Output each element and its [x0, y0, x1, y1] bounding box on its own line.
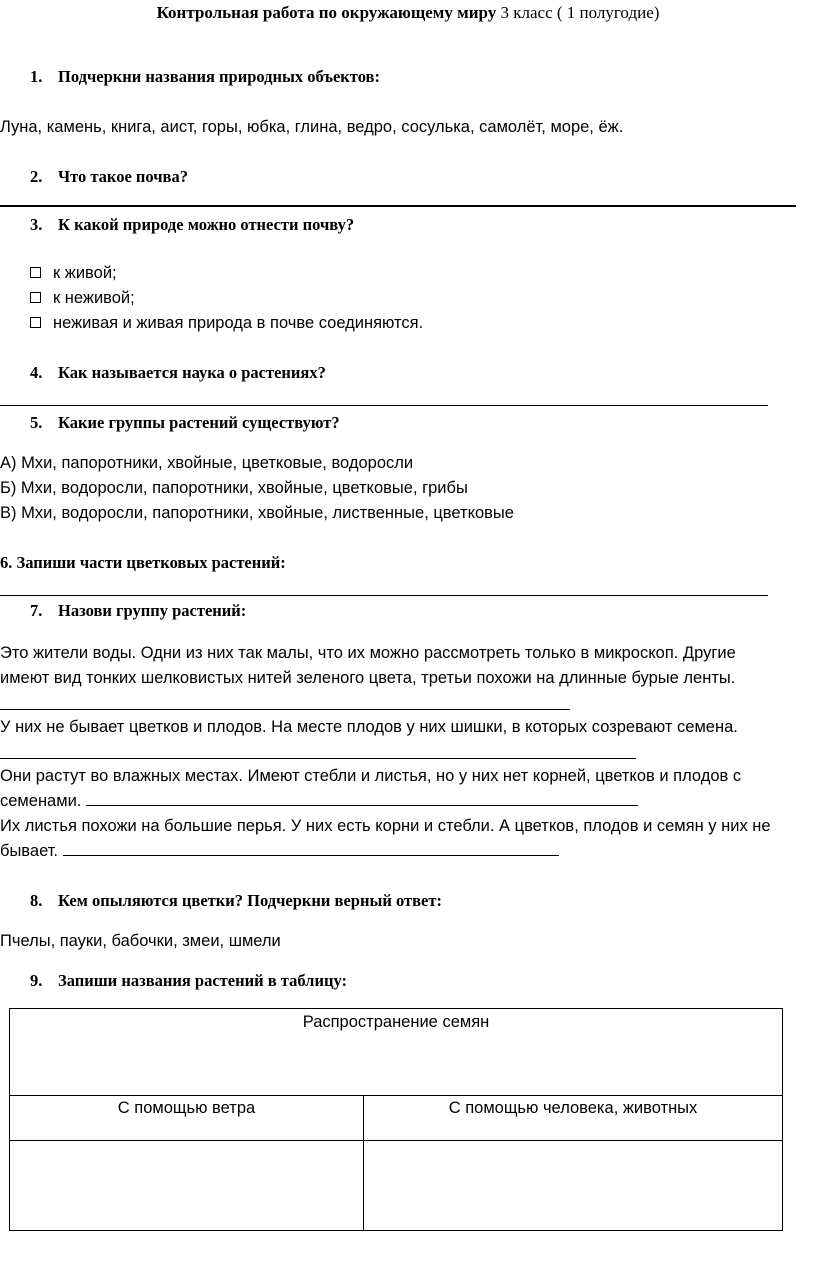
question-7: 7. Назови группу растений:	[30, 601, 247, 620]
q7-answer-line-4[interactable]	[63, 841, 559, 856]
q7-para-3-line-1: Они растут во влажных местах. Имеют стебли и листья, но у них нет корней, цветков и плодов с	[0, 767, 742, 785]
question-5: 5. Какие группы растений существуют?	[30, 413, 340, 432]
q5-option-a: А) Мхи, папоротники, хвойные, цветковые, водоросли	[0, 454, 414, 472]
q7-para-1-line-2: имеют вид тонких шелковистых нитей зеленого цвета, третьи похожи на длинные бурые ленты.	[0, 669, 736, 687]
question-2: 2. Что такое почва?	[30, 167, 188, 186]
table-header-cell: Распространение семян	[10, 1009, 783, 1096]
q7-para-3-line-2: семенами.	[0, 790, 638, 812]
q5-option-c: В) Мхи, водоросли, папоротники, хвойные, лиственные, цветковые	[0, 504, 514, 522]
q7-para-1-line-1: Это жители воды. Одни из них так малы, что их можно рассмотреть только в микроскоп. Другие	[0, 644, 736, 662]
checkbox-icon[interactable]	[30, 317, 41, 328]
q7-para-2-line-1: У них не бывает цветков и плодов. На месте плодов у них шишки, в которых созревают семена.	[0, 718, 738, 736]
q7-answer-line-1[interactable]	[0, 709, 570, 710]
q3-option-1[interactable]: к живой;	[30, 262, 117, 284]
question-8: 8. Кем опыляются цветки? Подчеркни верный ответ:	[30, 891, 442, 910]
page-title: Контрольная работа по окружающему миру 3 класс ( 1 полугодие)	[156, 3, 660, 22]
q2-answer-line[interactable]	[0, 205, 796, 207]
question-4: 4. Как называется наука о растениях?	[30, 363, 326, 382]
q6-answer-line[interactable]	[0, 595, 768, 596]
q8-word-list: Пчелы, пауки, бабочки, змеи, шмели	[0, 932, 281, 950]
seed-dispersal-table	[9, 1008, 783, 1231]
q1-word-list: Луна, камень, книга, аист, горы, юбка, глина, ведро, сосулька, самолёт, море, ёж.	[0, 118, 624, 136]
q7-para-4-line-2: бывает.	[0, 840, 559, 862]
table-column-people-animals: С помощью человека, животных	[364, 1096, 783, 1141]
q3-option-3[interactable]: неживая и живая природа в почве соединяются.	[30, 312, 423, 334]
checkbox-icon[interactable]	[30, 292, 41, 303]
question-3: 3. К какой природе можно отнести почву?	[30, 215, 355, 234]
q7-para-4-line-1: Их листья похожи на большие перья. У них есть корни и стебли. А цветков, плодов и семян у них не	[0, 817, 771, 835]
q3-option-2[interactable]: к неживой;	[30, 287, 135, 309]
q4-answer-line[interactable]	[0, 405, 768, 406]
q7-answer-line-3[interactable]	[86, 791, 638, 806]
checkbox-icon[interactable]	[30, 267, 41, 278]
question-1: 1. Подчеркни названия природных объектов:	[30, 67, 380, 86]
table-answer-cell-wind[interactable]	[10, 1141, 364, 1231]
table-answer-cell-people-animals[interactable]	[364, 1141, 783, 1231]
q5-option-b: Б) Мхи, водоросли, папоротники, хвойные, цветковые, грибы	[0, 479, 468, 497]
question-9: 9. Запиши названия растений в таблицу:	[30, 971, 347, 990]
q7-answer-line-2[interactable]	[0, 758, 636, 759]
table-column-wind: С помощью ветра	[10, 1096, 364, 1141]
question-6: 6. Запиши части цветковых растений:	[0, 553, 286, 572]
